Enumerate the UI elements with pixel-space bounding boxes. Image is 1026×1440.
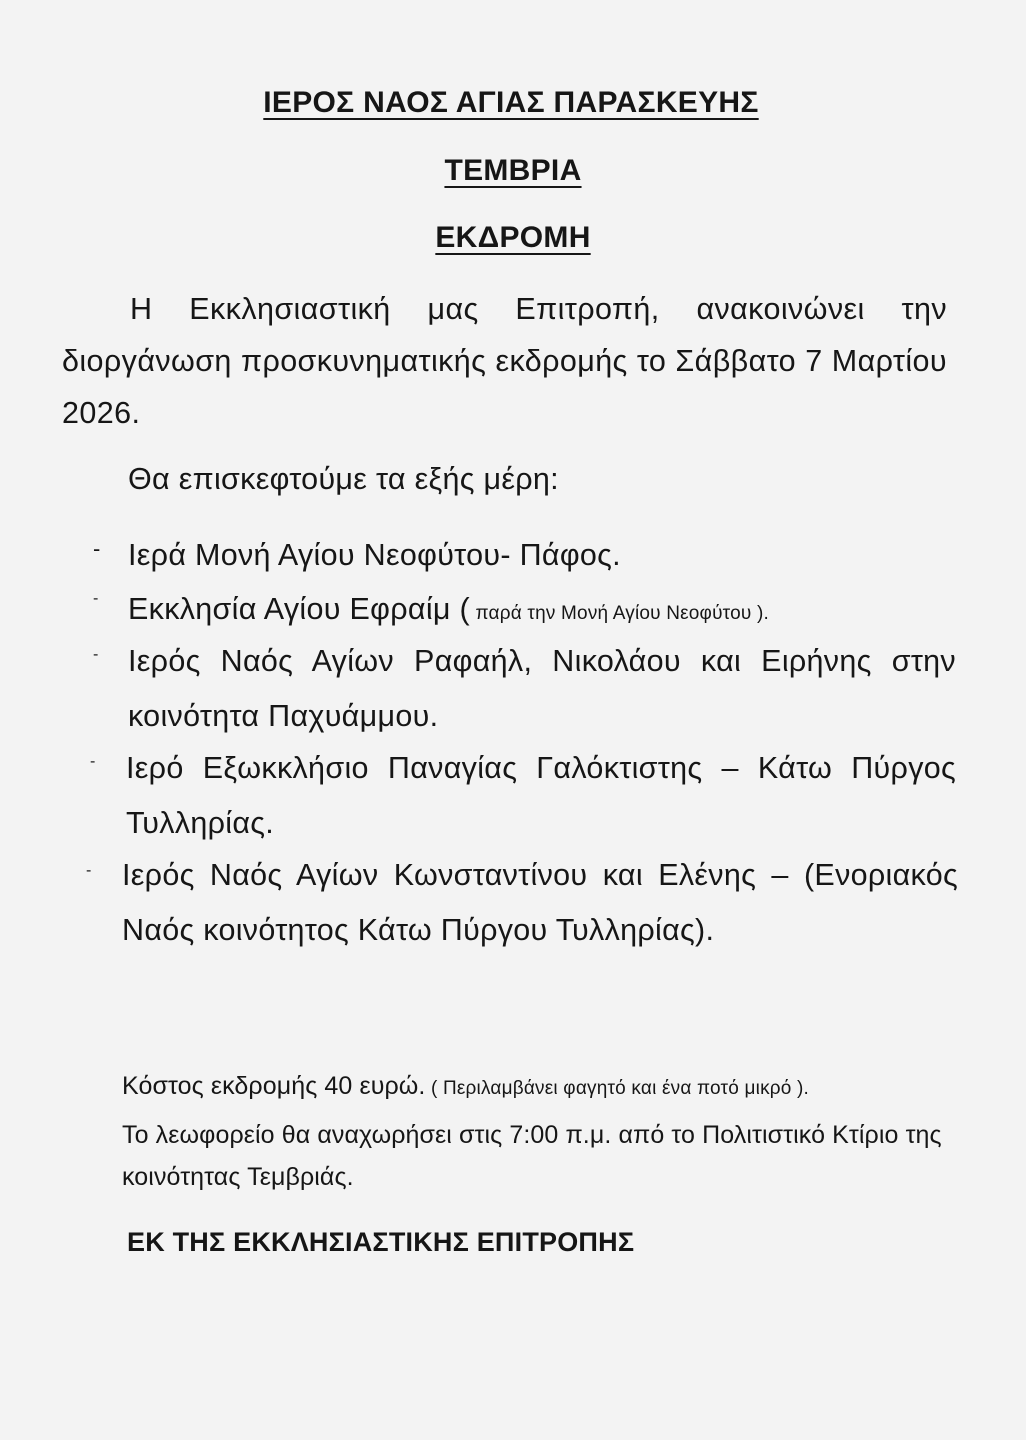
list-bullet: -: [93, 590, 99, 607]
place-text: Ιερό Εξωκκλήσιο Παναγίας Γαλόκτιστης – Κάτω Πύργος Τυλληρίας.: [126, 751, 956, 840]
signature: ΕΚ ΤΗΣ ΕΚΚΛΗΣΙΑΣΤΙΚΗΣ ΕΠΙΤΡΟΠΗΣ: [127, 1227, 635, 1257]
trip-cost: [122, 1072, 809, 1101]
list-bullet: -: [93, 536, 101, 561]
trip-cost-note: ( Περιλαμβάνει φαγητό και ένα ποτό μικρό ).: [425, 1078, 810, 1099]
visit-heading: Θα επισκεφτούμε τα εξής μέρη:: [128, 462, 559, 496]
subject-title: [0, 221, 1026, 255]
village-title: [0, 154, 1026, 188]
place-text-wrapper: [128, 582, 958, 641]
list-bullet: -: [86, 862, 92, 879]
trip-cost-main: Κόστος εκδρομής 40 ευρώ.: [122, 1072, 426, 1100]
bus-departure: Το λεωφορείο θα αναχωρήσει στις 7:00 π.μ. από το Πολιτιστικό Κτίριο της κοινότητας Τεμβριάς.: [122, 1121, 942, 1191]
place-text: Εκκλησία Αγίου Εφραίμ (: [128, 592, 470, 626]
list-bullet: -: [93, 646, 99, 663]
place-text: Ιερός Ναός Αγίων Ραφαήλ, Νικολάου και Ειρήνης στην κοινότητα Παχυάμμου.: [128, 644, 956, 733]
intro-paragraph: Η Εκκλησιαστική μας Επιτροπή, ανακοινώνει την διοργάνωση προσκυνηματικής εκδρομής το Σάββατο 7 Μαρτίου 2026.: [62, 292, 947, 430]
place-text: Ιερός Ναός Αγίων Κωνσταντίνου και Ελένης – (Ενοριακός Ναός κοινότητος Κάτω Πύργου Τυλληρίας).: [122, 858, 958, 947]
church-title: [0, 86, 1024, 120]
subject-title-text: ΕΚΔΡΟΜΗ: [435, 221, 591, 254]
place-note: παρά την Μονή Αγίου Νεοφύτου ).: [470, 603, 769, 624]
place-text: Ιερά Μονή Αγίου Νεοφύτου- Πάφος.: [128, 538, 621, 572]
church-title-text: ΙΕΡΟΣ ΝΑΟΣ ΑΓΙΑΣ ΠΑΡΑΣΚΕΥΗΣ: [263, 86, 759, 119]
village-title-text: ΤΕΜΒΡΙΑ: [444, 154, 582, 187]
list-bullet: -: [90, 753, 96, 770]
